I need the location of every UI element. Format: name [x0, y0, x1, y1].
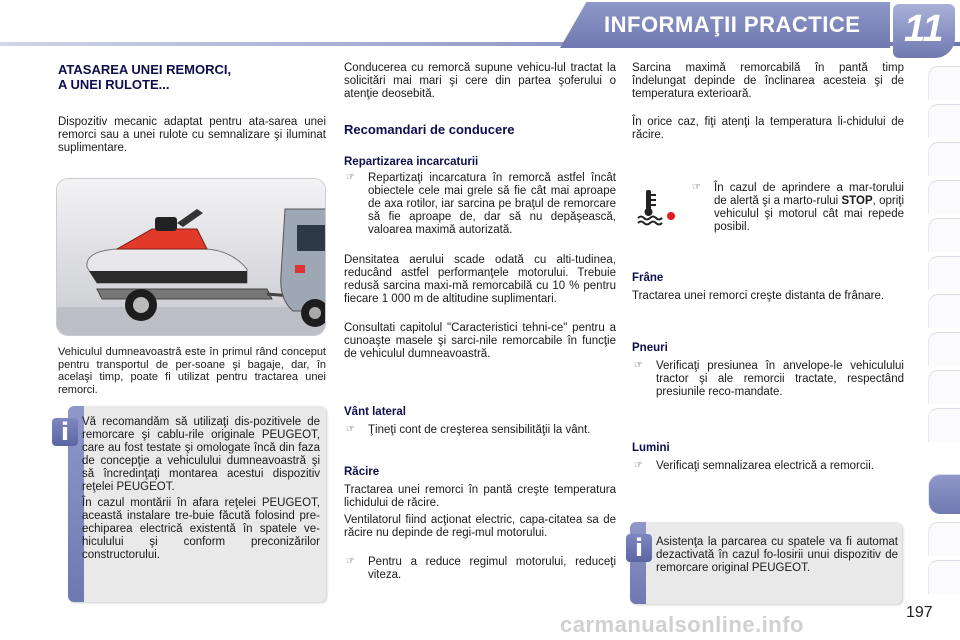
- bullet-icon: ☞: [346, 172, 355, 183]
- heading-line-1: ATASAREA UNEI REMORCI,: [58, 62, 232, 77]
- chapter-tab-6[interactable]: [928, 256, 960, 290]
- brakes-paragraph: Tractarea unei remorci creşte distanta de frânare.: [632, 290, 885, 302]
- brakes-heading: Frâne: [632, 272, 664, 284]
- lights-bullet: Verificaţi semnalizarea electrică a remorcii.: [656, 460, 874, 472]
- tyres-heading: Pneuri: [632, 342, 668, 354]
- info-icon: i: [626, 534, 652, 562]
- watermark: carmanualsonline.info: [560, 612, 804, 637]
- wind-bullet: Ţineţi cont de creşterea sensibilităţii la vânt.: [368, 424, 591, 436]
- vehicle-caption: Vehiculul dumneavoastră este în primul rând conceput pentru transportul de per-soane şi bagaje, dar, în acelaşi timp, poate fi utilizat pentru tractarea unei remorci.: [58, 346, 326, 396]
- chapter-tab-13[interactable]: [928, 560, 960, 594]
- stop-label: STOP: [841, 195, 873, 207]
- chapter-tab-5[interactable]: [928, 218, 960, 252]
- cooling-heading: Răcire: [344, 466, 380, 478]
- lights-heading: Lumini: [632, 442, 670, 454]
- chapter-tab-8[interactable]: [928, 332, 960, 366]
- chapter-tab-3[interactable]: [928, 142, 960, 176]
- chapter-tabs: [928, 66, 960, 626]
- cooling-paragraph-2: Ventilatorul fiind acţionat electric, capa-citatea sa de răcire nu depinde de regi-mul motorului.: [344, 514, 616, 539]
- bullet-icon: ☞: [346, 424, 355, 435]
- chapter-tab-10[interactable]: [928, 408, 960, 442]
- driving-recommendations-heading: Recomandari de conducere: [344, 122, 515, 137]
- load-distribution-heading: Repartizarea incarcaturii: [344, 156, 479, 168]
- load-bullet: Repartizaţi incarcatura în remorcă astfel încât obiectele cele mai grele să fie cât mai aproape de axa rotilor, iar sarcina pe braţul de remorcare să fie aproape de, dar să nu depăşească, valoarea maximă autorizată.: [368, 172, 616, 236]
- consult-paragraph: Consultati capitolul "Caracteristici tehni-ce" pentru a cunoaşte masele şi sarci-nile remorcabile în funcţie de vehiculul dumneavoastră.: [344, 322, 616, 360]
- page-title: INFORMAŢII PRACTICE: [604, 12, 861, 37]
- bullet-icon: ☞: [346, 556, 355, 567]
- warning-bullet: [714, 182, 904, 234]
- chapter-tab-12[interactable]: [928, 522, 960, 556]
- info-icon: i: [52, 418, 78, 446]
- bullet-icon: ☞: [634, 360, 643, 371]
- air-density-paragraph: Densitatea aerului scade odată cu alti-tudinea, reducând astfel performanţele motorului. Trebuie redusă sarcina maxi-mă remorcabilă cu 10 % pentru fiecare 1 000 m de altitudine suplimentari.: [344, 254, 616, 305]
- coolant-temperature-paragraph: În orice caz, fiţi atenţi la temperatura li-chidului de răcire.: [632, 116, 904, 141]
- warning-text-a: În cazul de aprindere a mar-torului de alertă şi a marto-rului: [714, 182, 904, 207]
- chapter-tab-11-active[interactable]: [928, 474, 960, 514]
- side-wind-heading: Vânt lateral: [344, 406, 406, 418]
- info-paragraph-2: În cazul montării în afara reţelei PEUGEOT, această instalare tre-buie făcută folosind pre-echiparea electrică existentă în spatele ve-hiculului şi conform preconizărilor constructorului.: [82, 497, 320, 561]
- towing-illustration: [56, 178, 326, 336]
- coolant-temperature-warning-icon: [636, 186, 676, 226]
- chapter-tab-2[interactable]: [928, 104, 960, 138]
- chapter-tab-9[interactable]: [928, 370, 960, 404]
- intro-paragraph: Dispozitiv mecanic adaptat pentru ata-sarea unei remorci sau a unei rulote cu semnalizare şi iluminat suplimentare.: [58, 116, 326, 154]
- chapter-tab-4[interactable]: [928, 180, 960, 214]
- cooling-bullet: Pentru a reduce regimul motorului, reduceţi viteza.: [368, 556, 616, 581]
- parking-assist-text: Asistenţa la parcarea cu spatele va fi automat dezactivată în cazul fo-losirii unui dispozitiv de remorcare original PEUGEOT.: [656, 536, 898, 574]
- towing-intro: Conducerea cu remorcă supune vehicu-lul tractat la solicitări mai mari şi cere din partea şoferului o atenţie deosebită.: [344, 62, 616, 100]
- info-box-text: [82, 416, 320, 562]
- warning-text-b: , opriţi vehiculul şi motorul cât mai repede posibil.: [714, 195, 905, 233]
- chapter-number: 11: [904, 8, 944, 50]
- cooling-paragraph-1: Tractarea unei remorci în pantă creşte temperatura lichidului de răcire.: [344, 484, 616, 509]
- info-paragraph-1: Vă recomandăm să utilizaţi dis-pozitivele de remorcare şi cablu-rile originale PEUGEOT, care au fost testate şi omologate încă din faza de concepţie a vehiculului dumneavoastră şi să încredinţaţi montarea acestui dispozitiv reţelei PEUGEOT.: [82, 416, 320, 493]
- section-heading: [58, 62, 328, 92]
- bullet-icon: ☞: [634, 460, 643, 471]
- tyres-bullet: Verificaţi presiunea în anvelope-le vehiculului tractor şi ale remorcii tractate, respectând presiunile reco-mandate.: [656, 360, 904, 398]
- chapter-tab-1[interactable]: [928, 66, 960, 100]
- chapter-tab-7[interactable]: [928, 294, 960, 328]
- heading-line-2: A UNEI RULOTE...: [58, 77, 170, 92]
- bullet-icon: ☞: [692, 182, 701, 193]
- page-number: 197: [906, 604, 933, 621]
- max-load-paragraph: Sarcina maximă remorcabilă în pantă timp îndelungat depinde de înclinarea acesteia şi de temperatura exterioară.: [632, 62, 904, 100]
